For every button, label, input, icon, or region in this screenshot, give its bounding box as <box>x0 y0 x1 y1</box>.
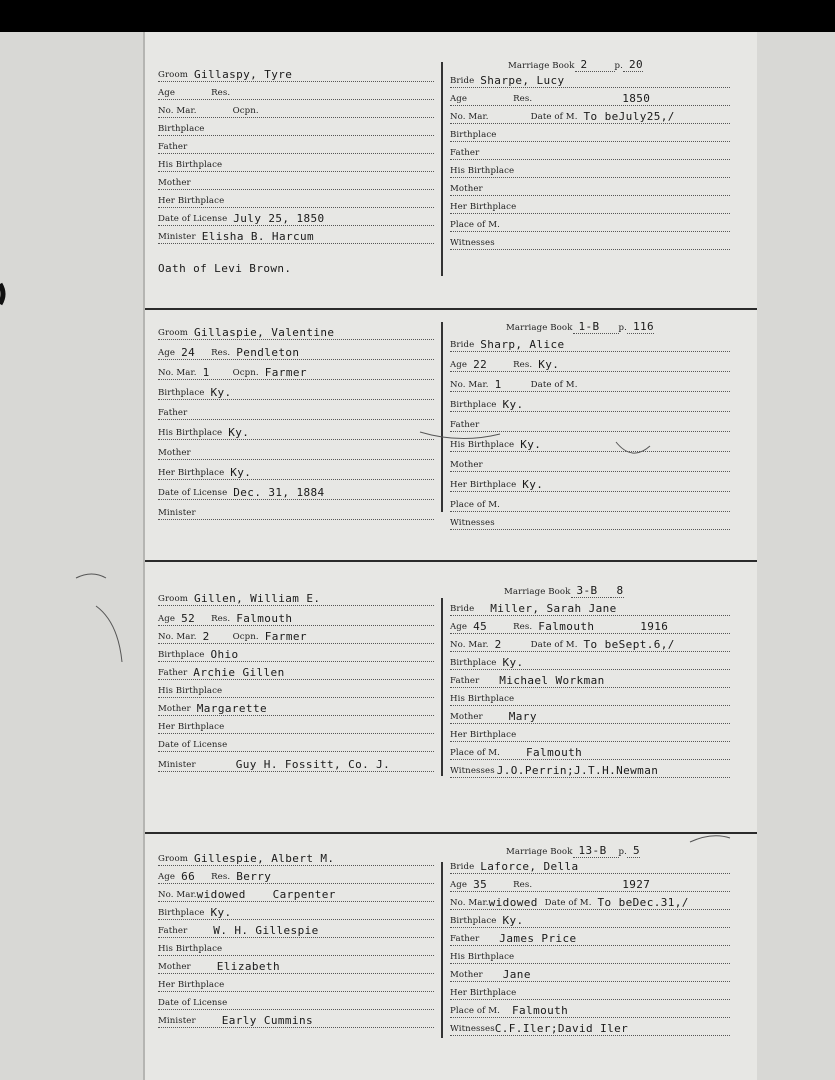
his-birthplace-label: His Birthplace <box>158 160 223 170</box>
ocpn-label: Ocpn. <box>232 106 259 116</box>
pen-stroke-mark <box>76 574 106 578</box>
date-of-m-label: Date of M. <box>530 640 578 650</box>
bride-res: 1927 <box>622 878 651 891</box>
page-label: p. <box>614 61 623 71</box>
no-mar-label: No. Mar. <box>450 380 489 390</box>
father-label: Father <box>450 420 480 430</box>
date-of-license-label: Date of License <box>158 740 228 750</box>
mother-label: Mother <box>450 460 483 470</box>
record-note: Oath of Levi Brown. <box>158 262 292 275</box>
bride-label: Bride <box>450 604 475 614</box>
groom-label: Groom <box>158 70 188 80</box>
groom-mother: Margarette <box>196 702 267 715</box>
age-label: Age <box>450 360 468 370</box>
date-of-m-label: Date of M. <box>544 898 592 908</box>
age-label: Age <box>158 872 176 882</box>
date-of-m-label: Date of M. <box>530 112 578 122</box>
mother-label: Mother <box>158 178 191 188</box>
his-birthplace-label: His Birthplace <box>450 166 515 176</box>
father-label: Father <box>450 148 480 158</box>
minister-label: Minister <box>158 760 196 770</box>
groom-mother: Elizabeth <box>216 960 280 973</box>
father-label: Father <box>158 142 188 152</box>
groom-name: Gillaspie, Valentine <box>193 326 335 339</box>
witnesses-label: Witnesses <box>450 518 495 528</box>
bride-name: Laforce, Della <box>480 860 579 873</box>
minister-label: Minister <box>158 1016 196 1026</box>
her-birthplace-label: Her Birthplace <box>450 988 517 998</box>
minister-label: Minister <box>158 508 196 518</box>
bride-res: Ky. <box>538 358 560 371</box>
birthplace-label: Birthplace <box>450 400 497 410</box>
bride-his-birthplace: Ky. <box>520 438 542 451</box>
bride-label: Bride <box>450 862 475 872</box>
pen-stroke-mark <box>690 836 730 842</box>
marriage-book-label: Marriage Book <box>504 587 571 597</box>
no-mar-label: No. Mar. <box>158 368 197 378</box>
his-birthplace-label: His Birthplace <box>450 952 515 962</box>
bride-place-of-m: Falmouth <box>526 746 583 759</box>
mother-label: Mother <box>158 962 191 972</box>
bride-birthplace: Ky. <box>502 914 524 927</box>
bride-label: Bride <box>450 340 475 350</box>
pen-stroke-mark <box>96 606 122 662</box>
bride-mother: Jane <box>502 968 531 981</box>
bride-no-mar: 1 <box>494 378 502 391</box>
no-mar-label: No. Mar. <box>158 632 197 642</box>
bride-date-of-m: To beDec.31,/ <box>597 896 689 909</box>
microfilm-page <box>0 32 835 1080</box>
marriage-book-number: 13-B <box>573 845 619 858</box>
page-label: p. <box>618 847 627 857</box>
marriage-book-label: Marriage Book <box>506 323 573 333</box>
groom-no-mar: 1 <box>202 366 210 379</box>
mother-label: Mother <box>450 970 483 980</box>
bride-res-year: 1916 <box>640 620 669 633</box>
groom-name: Gillen, William E. <box>193 592 321 605</box>
her-birthplace-label: Her Birthplace <box>158 196 225 206</box>
no-mar-label: No. Mar. <box>158 106 197 116</box>
mother-label: Mother <box>450 712 483 722</box>
marriage-book-label: Marriage Book <box>506 847 573 857</box>
bride-age: 22 <box>473 358 488 371</box>
no-mar-label: No. Mar. <box>450 112 489 122</box>
groom-res: Falmouth <box>236 612 293 625</box>
res-label: Res. <box>513 94 533 104</box>
father-label: Father <box>450 934 480 944</box>
groom-birthplace: Ky. <box>210 386 232 399</box>
groom-name: Gillaspy, Tyre <box>193 68 293 81</box>
marriage-book-page: 116 <box>627 321 654 334</box>
place-of-m-label: Place of M. <box>450 220 501 230</box>
birthplace-label: Birthplace <box>158 650 205 660</box>
groom-ocpn: Farmer <box>264 366 307 379</box>
groom-date-of-license: July 25, 1850 <box>233 212 325 225</box>
binder-hole-mark <box>0 284 3 304</box>
bride-date-of-m: To beSept.6,/ <box>583 638 675 651</box>
bride-father: James Price <box>499 932 577 945</box>
res-label: Res. <box>513 622 533 632</box>
bride-witnesses: C.F.Iler;David Iler <box>494 1022 629 1035</box>
her-birthplace-label: Her Birthplace <box>158 980 225 990</box>
his-birthplace-label: His Birthplace <box>158 686 223 696</box>
father-label: Father <box>450 676 480 686</box>
bride-place-of-m: Falmouth <box>512 1004 569 1017</box>
minister-label: Minister <box>158 232 196 242</box>
his-birthplace-label: His Birthplace <box>158 428 223 438</box>
groom-age: 66 <box>181 870 196 883</box>
groom-label: Groom <box>158 328 188 338</box>
father-label: Father <box>158 668 188 678</box>
age-label: Age <box>158 614 176 624</box>
res-label: Res. <box>513 880 533 890</box>
groom-minister: Early Cummins <box>221 1014 313 1027</box>
her-birthplace-label: Her Birthplace <box>450 480 517 490</box>
bride-no-mar: widowed <box>488 896 538 909</box>
date-of-license-label: Date of License <box>158 214 228 224</box>
res-label: Res. <box>513 360 533 370</box>
bride-age: 35 <box>473 878 488 891</box>
place-of-m-label: Place of M. <box>450 500 501 510</box>
bride-label: Bride <box>450 76 475 86</box>
bride-mother: Mary <box>508 710 537 723</box>
his-birthplace-label: His Birthplace <box>450 440 515 450</box>
her-birthplace-label: Her Birthplace <box>450 202 517 212</box>
age-label: Age <box>450 94 468 104</box>
groom-her-birthplace: Ky. <box>230 466 252 479</box>
witnesses-label: Witnesses <box>450 238 495 248</box>
bride-name: Sharpe, Lucy <box>480 74 565 87</box>
groom-label: Groom <box>158 594 188 604</box>
date-of-m-label: Date of M. <box>530 380 578 390</box>
marriage-book-label: Marriage Book <box>508 61 575 71</box>
her-birthplace-label: Her Birthplace <box>158 468 225 478</box>
groom-no-mar: widowed <box>196 888 246 901</box>
marriage-book-number: 2 <box>575 59 615 72</box>
groom-his-birthplace: Ky. <box>228 426 250 439</box>
birthplace-label: Birthplace <box>158 388 205 398</box>
age-label: Age <box>450 880 468 890</box>
groom-birthplace: Ohio <box>210 648 239 661</box>
her-birthplace-label: Her Birthplace <box>450 730 517 740</box>
ocpn-label: Ocpn. <box>232 368 259 378</box>
bride-res: 1850 <box>622 92 651 105</box>
bride-birthplace: Ky. <box>502 398 524 411</box>
groom-res: Berry <box>236 870 272 883</box>
res-label: Res. <box>211 348 231 358</box>
groom-res: Pendleton <box>236 346 300 359</box>
father-label: Father <box>158 408 188 418</box>
birthplace-label: Birthplace <box>450 658 497 668</box>
father-label: Father <box>158 926 188 936</box>
bride-her-birthplace: Ky. <box>522 478 544 491</box>
age-label: Age <box>158 88 176 98</box>
marriage-book-number: 3-B <box>571 585 611 598</box>
date-of-license-label: Date of License <box>158 488 228 498</box>
page-label: p. <box>618 323 627 333</box>
age-label: Age <box>158 348 176 358</box>
bride-no-mar: 2 <box>494 638 502 651</box>
witnesses-label: Witnesses <box>450 1024 495 1034</box>
place-of-m-label: Place of M. <box>450 748 501 758</box>
res-label: Res. <box>211 614 231 624</box>
no-mar-label: No. Mar. <box>450 640 489 650</box>
birthplace-label: Birthplace <box>450 130 497 140</box>
bride-res: Falmouth <box>538 620 595 633</box>
groom-ocpn: Farmer <box>264 630 307 643</box>
groom-age: 24 <box>181 346 196 359</box>
birthplace-label: Birthplace <box>158 124 205 134</box>
his-birthplace-label: His Birthplace <box>158 944 223 954</box>
scan-artifacts <box>0 32 835 1080</box>
ocpn-label: Ocpn. <box>232 632 259 642</box>
age-label: Age <box>450 622 468 632</box>
groom-ocpn: Carpenter <box>272 888 336 901</box>
bride-date-of-m: To beJuly25,/ <box>583 110 675 123</box>
bride-age: 45 <box>473 620 488 633</box>
groom-no-mar: 2 <box>202 630 210 643</box>
res-label: Res. <box>211 872 231 882</box>
bride-witnesses: J.O.Perrin;J.T.H.Newman <box>496 764 659 777</box>
birthplace-label: Birthplace <box>158 908 205 918</box>
marriage-book-page: 8 <box>611 585 624 598</box>
marriage-book-page: 5 <box>627 845 640 858</box>
groom-father: Archie Gillen <box>193 666 285 679</box>
mother-label: Mother <box>450 184 483 194</box>
groom-label: Groom <box>158 854 188 864</box>
no-mar-label: No. Mar. <box>450 898 489 908</box>
no-mar-label: No. Mar. <box>158 890 197 900</box>
date-of-license-label: Date of License <box>158 998 228 1008</box>
pen-stroke-mark <box>420 432 500 439</box>
groom-birthplace: Ky. <box>210 906 232 919</box>
bride-father: Michael Workman <box>499 674 605 687</box>
res-label: Res. <box>211 88 231 98</box>
her-birthplace-label: Her Birthplace <box>158 722 225 732</box>
marriage-book-page: 20 <box>623 59 643 72</box>
bride-name: Miller, Sarah Jane <box>490 602 617 615</box>
bride-name: Sharp, Alice <box>480 338 565 351</box>
mother-label: Mother <box>158 704 191 714</box>
birthplace-label: Birthplace <box>450 916 497 926</box>
groom-father: W. H. Gillespie <box>213 924 319 937</box>
groom-minister: Guy H. Fossitt, Co. J. <box>235 758 391 771</box>
witnesses-label: Witnesses <box>450 766 495 776</box>
pen-stroke-mark <box>616 442 650 453</box>
bride-birthplace: Ky. <box>502 656 524 669</box>
groom-name: Gillespie, Albert M. <box>193 852 335 865</box>
groom-date-of-license: Dec. 31, 1884 <box>233 486 325 499</box>
marriage-book-number: 1-B <box>573 321 619 334</box>
mother-label: Mother <box>158 448 191 458</box>
groom-age: 52 <box>181 612 196 625</box>
place-of-m-label: Place of M. <box>450 1006 501 1016</box>
his-birthplace-label: His Birthplace <box>450 694 515 704</box>
groom-minister: Elisha B. Harcum <box>201 230 315 243</box>
